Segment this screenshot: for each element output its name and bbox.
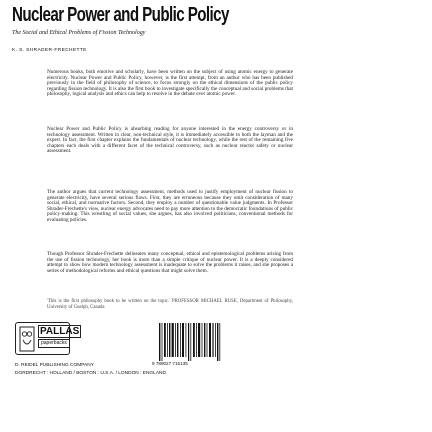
barcode-graphic [159,323,221,361]
book-author: K. S. SHRADER-FRECHETTE [12,48,87,53]
owl-emblem-icon [19,326,35,352]
publisher-name: D. REIDEL PUBLISHING COMPANY [15,363,94,368]
logo-wordmark: PALLAS [40,326,80,337]
review-quote: 'This is the first philosophy book to be written on the topic.' PROFESSOR MICHAEL RUSE, Department of Philosophy, University of Guelph, Canada [47,299,293,310]
book-title: Nuclear Power and Public Policy [12,3,229,26]
blurb-paragraph-3: The author argues that current technology assessment, methods used to justify employment of nuclear fission to generate electricity, have several serious flaws. First, they are erroneous because they omit consideration of many social, ethical, and normative factors. Second, they employ a number of questionable value judgments. In Professor Shrader-Frechette's view, nuclear energy advocates need to pay more attention to the democratic foundations of public policy-making. This wrestling of social values, she argues, has also involved politicians, conventional methods for evaluating policies. [47,189,293,223]
book-subtitle: The Social and Ethical Problems of Fission Technology [12,30,146,36]
publisher-addresses: DORDRECHT : HOLLAND / BOSTON : U.S.A. / LONDON : ENGLAND [15,371,166,376]
blurb-paragraph-1: Numerous books, both emotive and scholarly, have been written on the subject of using atomic energy to generate electricity. Nuclear Power and Public Policy, however, is the first attempt, from an author who has been published previously in the field of philosophy of science, to focus strongly on the ethical dimensions of the public policy regarding fission technology. It is also the first book to investigate specifically the conceptual and social problems that philosophy, logical analysis and ethics can help to resolve in the debate over atomic power. [47,69,293,98]
blurb-paragraph-2: Nuclear Power and Public Policy is absorbing reading for anyone interested in the energy controversy or in technology assessment. Written in clear, non-technical style, it is immediately accessible to both the layman and the expert. In fact, the first chapter explains the fundamentals of nuclear technology, while the rest of the remaining five chapters each deals with a different facet of the technical controversy, such as nuclear reactor safety or nuclear assessment. [47,126,293,155]
logo-subtitle: paperbacks [38,339,70,348]
blurb-paragraph-4: Though Professor Shrader-Frechette delineates many conceptual, ethical and epistemological problems arising from the use of fission technology, her book is more than a simple critique of nuclear power. It is a deeply considered attempt to show how modern technology assessment is inadequate to solve the problems it raises, and she proposes a series of methodological reforms and ethical questions that might solve them. [47,251,293,274]
pallas-paperbacks-logo [15,322,80,355]
isbn-number: 9 789027 715135 [152,361,188,366]
